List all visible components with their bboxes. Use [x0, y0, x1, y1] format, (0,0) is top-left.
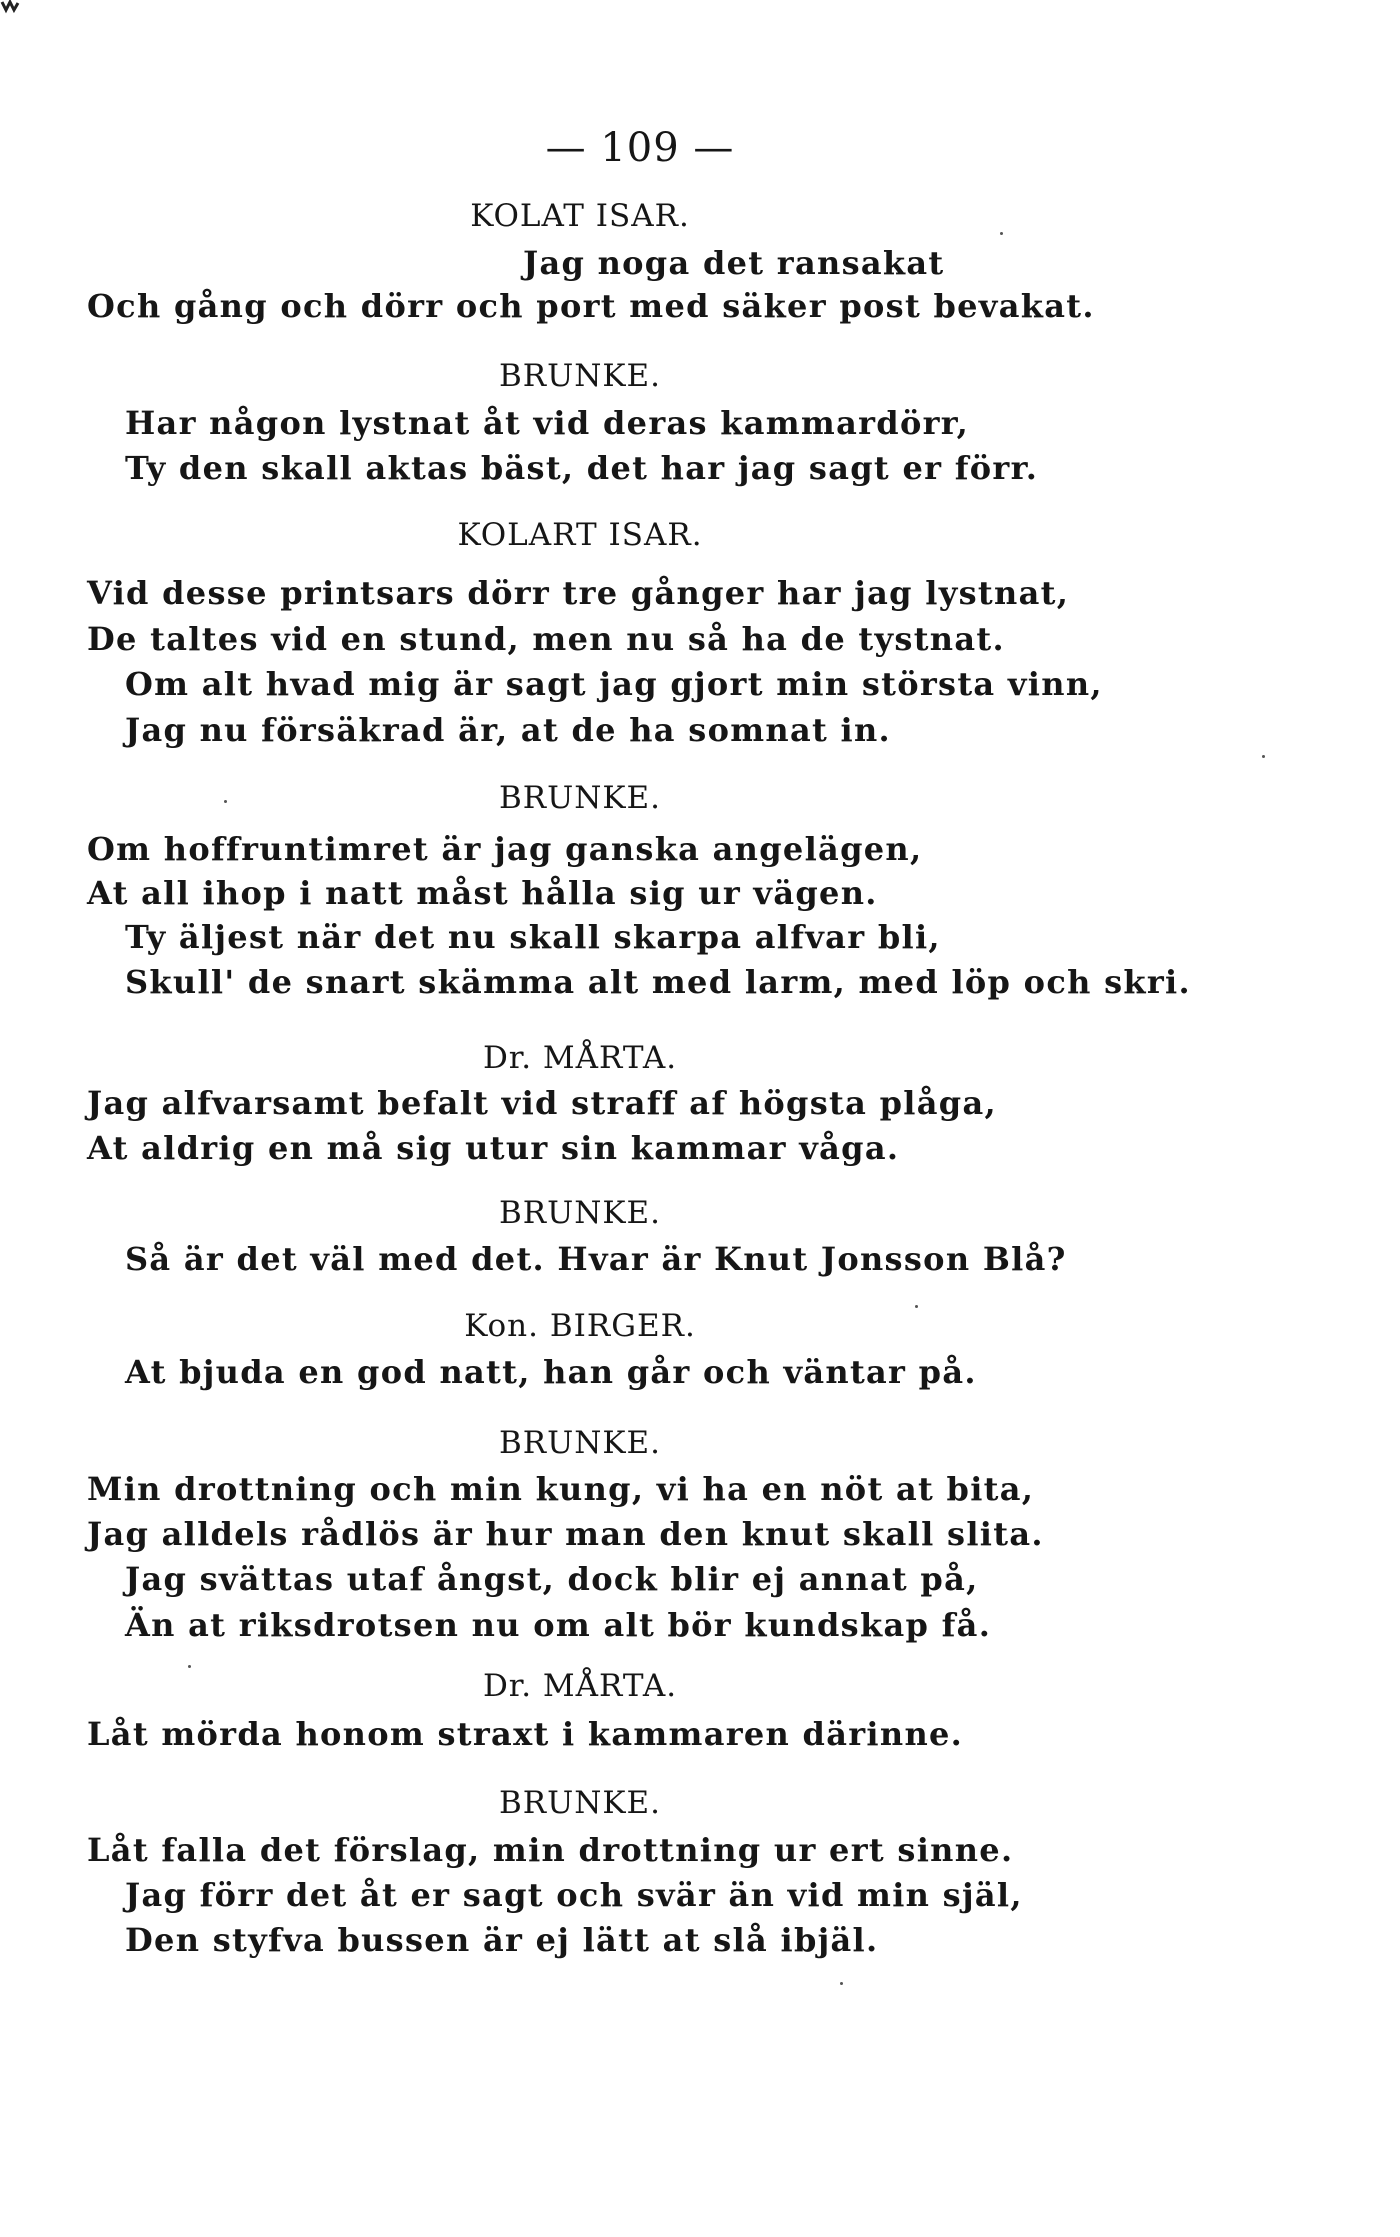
- verse-line: Jag svättas utaf ångst, dock blir ej annat på,: [125, 1560, 979, 1598]
- speaker-heading: BRUNKE.: [498, 358, 661, 394]
- scan-speck: [1000, 232, 1003, 235]
- verse-line: Vid desse printsars dörr tre gånger har jag lystnat,: [87, 574, 1070, 612]
- verse-line: De taltes vid en stund, men nu så ha de tystnat.: [87, 620, 1005, 658]
- verse-line: Och gång och dörr och port med säker post bevakat.: [87, 287, 1095, 325]
- verse-line: Ty äljest när det nu skall skarpa alfvar bli,: [125, 918, 941, 956]
- verse-line: Jag förr det åt er sagt och svär än vid min själ,: [125, 1876, 1023, 1914]
- speaker-heading: BRUNKE.: [498, 1425, 661, 1461]
- speaker-heading: KOLART ISAR.: [457, 517, 703, 553]
- verse-line: Skull' de snart skämma alt med larm, med löp och skri.: [125, 963, 1191, 1001]
- page-number: — 109 —: [545, 125, 735, 171]
- scan-speck: [840, 1982, 843, 1985]
- verse-line: Låt mörda honom straxt i kammaren därinne.: [87, 1715, 964, 1753]
- verse-line: Jag alldels rådlös är hur man den knut skall slita.: [87, 1515, 1044, 1553]
- scan-speck: [188, 1665, 191, 1668]
- scan-speck: [915, 1305, 918, 1308]
- verse-line: Har någon lystnat åt vid deras kammardörr,: [125, 404, 970, 442]
- speaker-heading: Dr. MÅRTA.: [482, 1668, 678, 1704]
- speaker-heading: BRUNKE.: [498, 1195, 661, 1231]
- speaker-heading: BRUNKE.: [498, 1785, 661, 1821]
- corner-smudge: [0, 0, 22, 14]
- speaker-heading: Dr. MÅRTA.: [482, 1040, 678, 1076]
- verse-line: Min drottning och min kung, vi ha en nöt at bita,: [87, 1470, 1035, 1508]
- speaker-heading: Kon. BIRGER.: [464, 1308, 696, 1344]
- verse-line: Jag noga det ransakat: [523, 244, 945, 282]
- verse-line: Jag alfvarsamt befalt vid straff af högsta plåga,: [87, 1084, 997, 1122]
- verse-line: Jag nu försäkrad är, at de ha somnat in.: [125, 711, 891, 749]
- verse-line: Om hoffruntimret är jag ganska angelägen,: [87, 830, 923, 868]
- speaker-heading: KOLAT ISAR.: [470, 198, 690, 234]
- verse-line: At all ihop i natt måst hålla sig ur vägen.: [87, 874, 878, 912]
- verse-line: Än at riksdrotsen nu om alt bör kundskap få.: [125, 1606, 992, 1644]
- verse-line: Om alt hvad mig är sagt jag gjort min största vinn,: [125, 665, 1103, 703]
- verse-line: Låt falla det förslag, min drottning ur ert sinne.: [87, 1831, 1014, 1869]
- verse-line: At aldrig en må sig utur sin kammar våga.: [87, 1129, 900, 1167]
- scan-speck: [1262, 755, 1265, 758]
- scan-speck: [224, 800, 227, 803]
- speaker-heading: BRUNKE.: [498, 780, 661, 816]
- verse-line: Den styfva bussen är ej lätt at slå ibjäl.: [125, 1921, 879, 1959]
- verse-line: Ty den skall aktas bäst, det har jag sagt er förr.: [125, 449, 1039, 487]
- verse-line: Så är det väl med det. Hvar är Knut Jonsson Blå?: [125, 1240, 1067, 1278]
- verse-line: At bjuda en god natt, han går och väntar på.: [125, 1353, 977, 1391]
